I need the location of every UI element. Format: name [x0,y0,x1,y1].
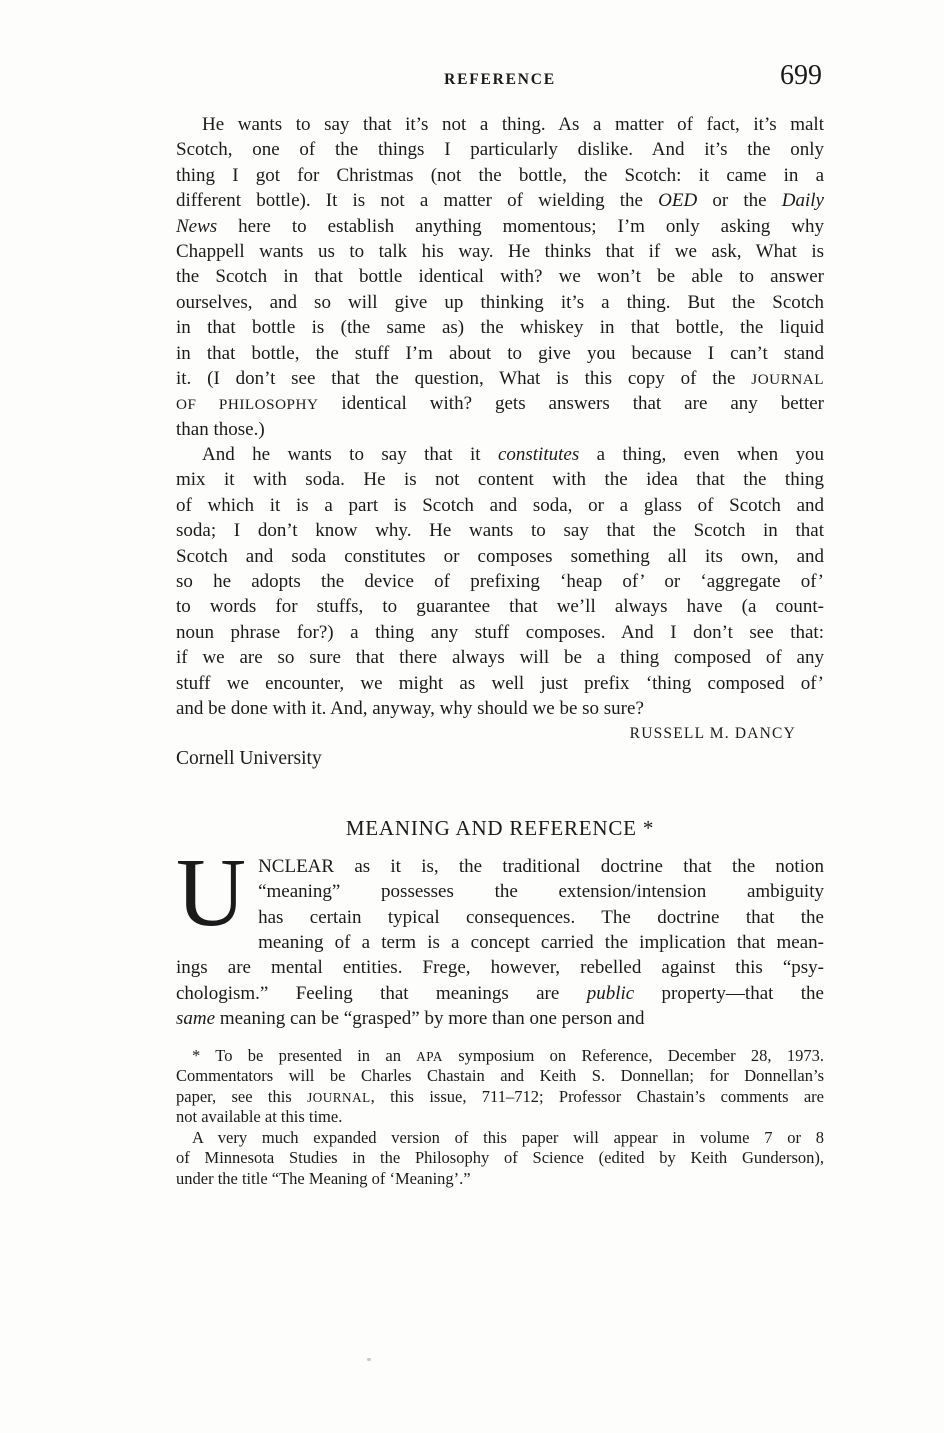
text-run: meaning of a term is a concept carried the implication that mean- [258,931,824,953]
text-line [176,1128,824,1149]
text-run: , this issue, 711–712; Professor Chastain’s comments are [370,1086,824,1106]
text-run: identical with? gets answers that are any better [318,393,824,415]
text-run: property—that the [634,982,824,1004]
text-run: mix it with soda. He is not content with the idea that the thing [176,469,824,491]
emphasis-text: constitutes [497,444,580,466]
text-run: Scotch and soda constitutes or composes something all its own, and [176,545,824,567]
text-line [176,518,824,543]
author-signature: RUSSELL M. DANCY [629,725,796,743]
small-caps-text: APA [416,1048,443,1064]
text-run: has certain typical consequences. The doctrine that the [258,906,824,928]
text-run: And he wants to say that it [202,444,498,466]
text-line [176,1066,824,1087]
text-run: in that bottle, the stuff I’m about to give you because I can’t stand [176,342,824,364]
text-run: stuff we encounter, we might as well just prefix ‘thing composed of’ [176,672,824,694]
text-line [176,315,824,340]
closing-article-paragraph-1 [176,112,824,442]
text-run: Commentators will be Charles Chastain and Keith S. Donnellan; for Donnellan’s [176,1066,824,1086]
text-run: A very much expanded version of this paper will appear in volume 7 or 8 [192,1127,824,1147]
text-line [176,569,824,594]
text-line [176,442,824,467]
footnote-1 [176,1046,824,1128]
scan-speck [367,1358,371,1361]
small-caps-text: JOURNAL [307,1089,371,1105]
emphasis-text: OED [658,190,698,212]
text-line [176,264,824,289]
text-line [176,620,824,645]
text-run: under the title “The Meaning of ‘Meaning’.” [176,1169,471,1189]
text-line [176,214,824,239]
emphasis-text: same [176,1008,216,1030]
text-line [176,137,824,162]
text-line [176,493,824,518]
text-run: not available at this time. [176,1107,343,1127]
text-line [176,981,824,1006]
text-run: meaning can be “grasped” by more than one person and [215,1008,645,1030]
text-run: * To be presented in an [192,1045,417,1065]
text-run: symposium on Reference, December 28, 1973. [442,1045,824,1065]
text-run: different bottle). It is not a matter of wielding the [176,190,659,212]
text-run: and be done with it. And, anyway, why should we be so sure? [176,697,644,719]
text-line [176,1087,824,1108]
text-line [176,417,824,442]
text-line [176,1107,824,1128]
footnote-section [176,1046,824,1190]
text-line [176,955,824,980]
text-run: paper, see this [176,1086,308,1106]
text-run: than those.) [176,418,265,440]
closing-article-paragraph-2 [176,442,824,721]
text-line [176,854,824,879]
text-run: Scotch, one of the things I particularly dislike. And it’s the only [176,139,824,161]
text-run: so he adopts the device of prefixing ‘heap of’ or ‘aggregate of’ [176,571,824,593]
text-run: “meaning” possesses the extension/intension ambiguity [258,881,824,903]
text-run: soda; I don’t know why. He wants to say that the Scotch in that [176,520,824,542]
emphasis-text: public [586,982,635,1004]
text-line [176,188,824,213]
text-run: noun phrase for?) a thing any stuff composes. And I don’t see that: [176,621,824,643]
text-line [176,290,824,315]
text-line [176,1148,824,1169]
text-line [176,879,824,904]
page-number: 699 [780,60,822,91]
text-run: thing I got for Christmas (not the bottle, the Scotch: it came in a [176,164,824,186]
text-run: it. (I don’t see that the question, What is this copy of the [176,367,752,389]
text-run: in that bottle is (the same as) the whiskey in that bottle, the liquid [176,317,824,339]
text-line [176,1046,824,1067]
text-run: a thing, even when you [579,444,825,466]
text-run: if we are so sure that there always will be a thing composed of any [176,647,824,669]
text-line [176,1006,824,1031]
text-run: of Minnesota Studies in the Philosophy of Science (edited by Keith Gunderson), [176,1148,824,1168]
text-line [176,341,824,366]
text-run: chologism.” Feeling that meanings are [176,982,587,1004]
text-line [176,696,824,721]
small-caps-text: JOURNAL [751,370,824,388]
text-run: here to establish anything momentous; I’m only asking why [217,215,824,237]
text-run: of which it is a part is Scotch and soda, or a glass of Scotch and [176,494,824,516]
journal-page-column [176,0,824,1190]
text-run: ourselves, and so will give up thinking it’s a thing. But the Scotch [176,291,824,313]
text-line [176,594,824,619]
text-run: or the [697,190,782,212]
text-run: to words for stuffs, to guarantee that we’ll always have (a count- [176,596,824,618]
text-line [176,1169,824,1190]
drop-cap-letter: U [176,838,247,946]
text-run: He wants to say that it’s not a thing. As a matter of fact, it’s malt [202,114,824,135]
running-title: REFERENCE [444,71,556,88]
text-line [176,239,824,264]
emphasis-text: Daily [781,190,824,212]
text-run: Chappell wants us to talk his way. He thinks that if we ask, What is [176,240,824,262]
opening-paragraph [176,838,824,1032]
text-line [176,391,824,416]
text-line [176,366,824,391]
small-caps-text: OF PHILOSOPHY [176,396,319,414]
text-run: ings are mental entities. Frege, however, rebelled against this “psy- [176,957,824,979]
text-line [176,112,824,137]
author-affiliation: Cornell University [176,748,322,770]
article-title: MEANING AND REFERENCE * [345,815,655,840]
text-line [176,467,824,492]
footnote-2 [176,1128,824,1190]
text-line [176,905,824,930]
emphasis-text: News [176,215,218,237]
text-line [176,163,824,188]
text-run: the Scotch in that bottle identical with? we won’t be able to answer [176,266,824,288]
text-line [176,645,824,670]
text-line [176,671,824,696]
text-line [176,930,824,955]
page-header [176,62,824,96]
text-run: NCLEAR as it is, the traditional doctrine that the notion [258,855,824,877]
text-line [176,544,824,569]
